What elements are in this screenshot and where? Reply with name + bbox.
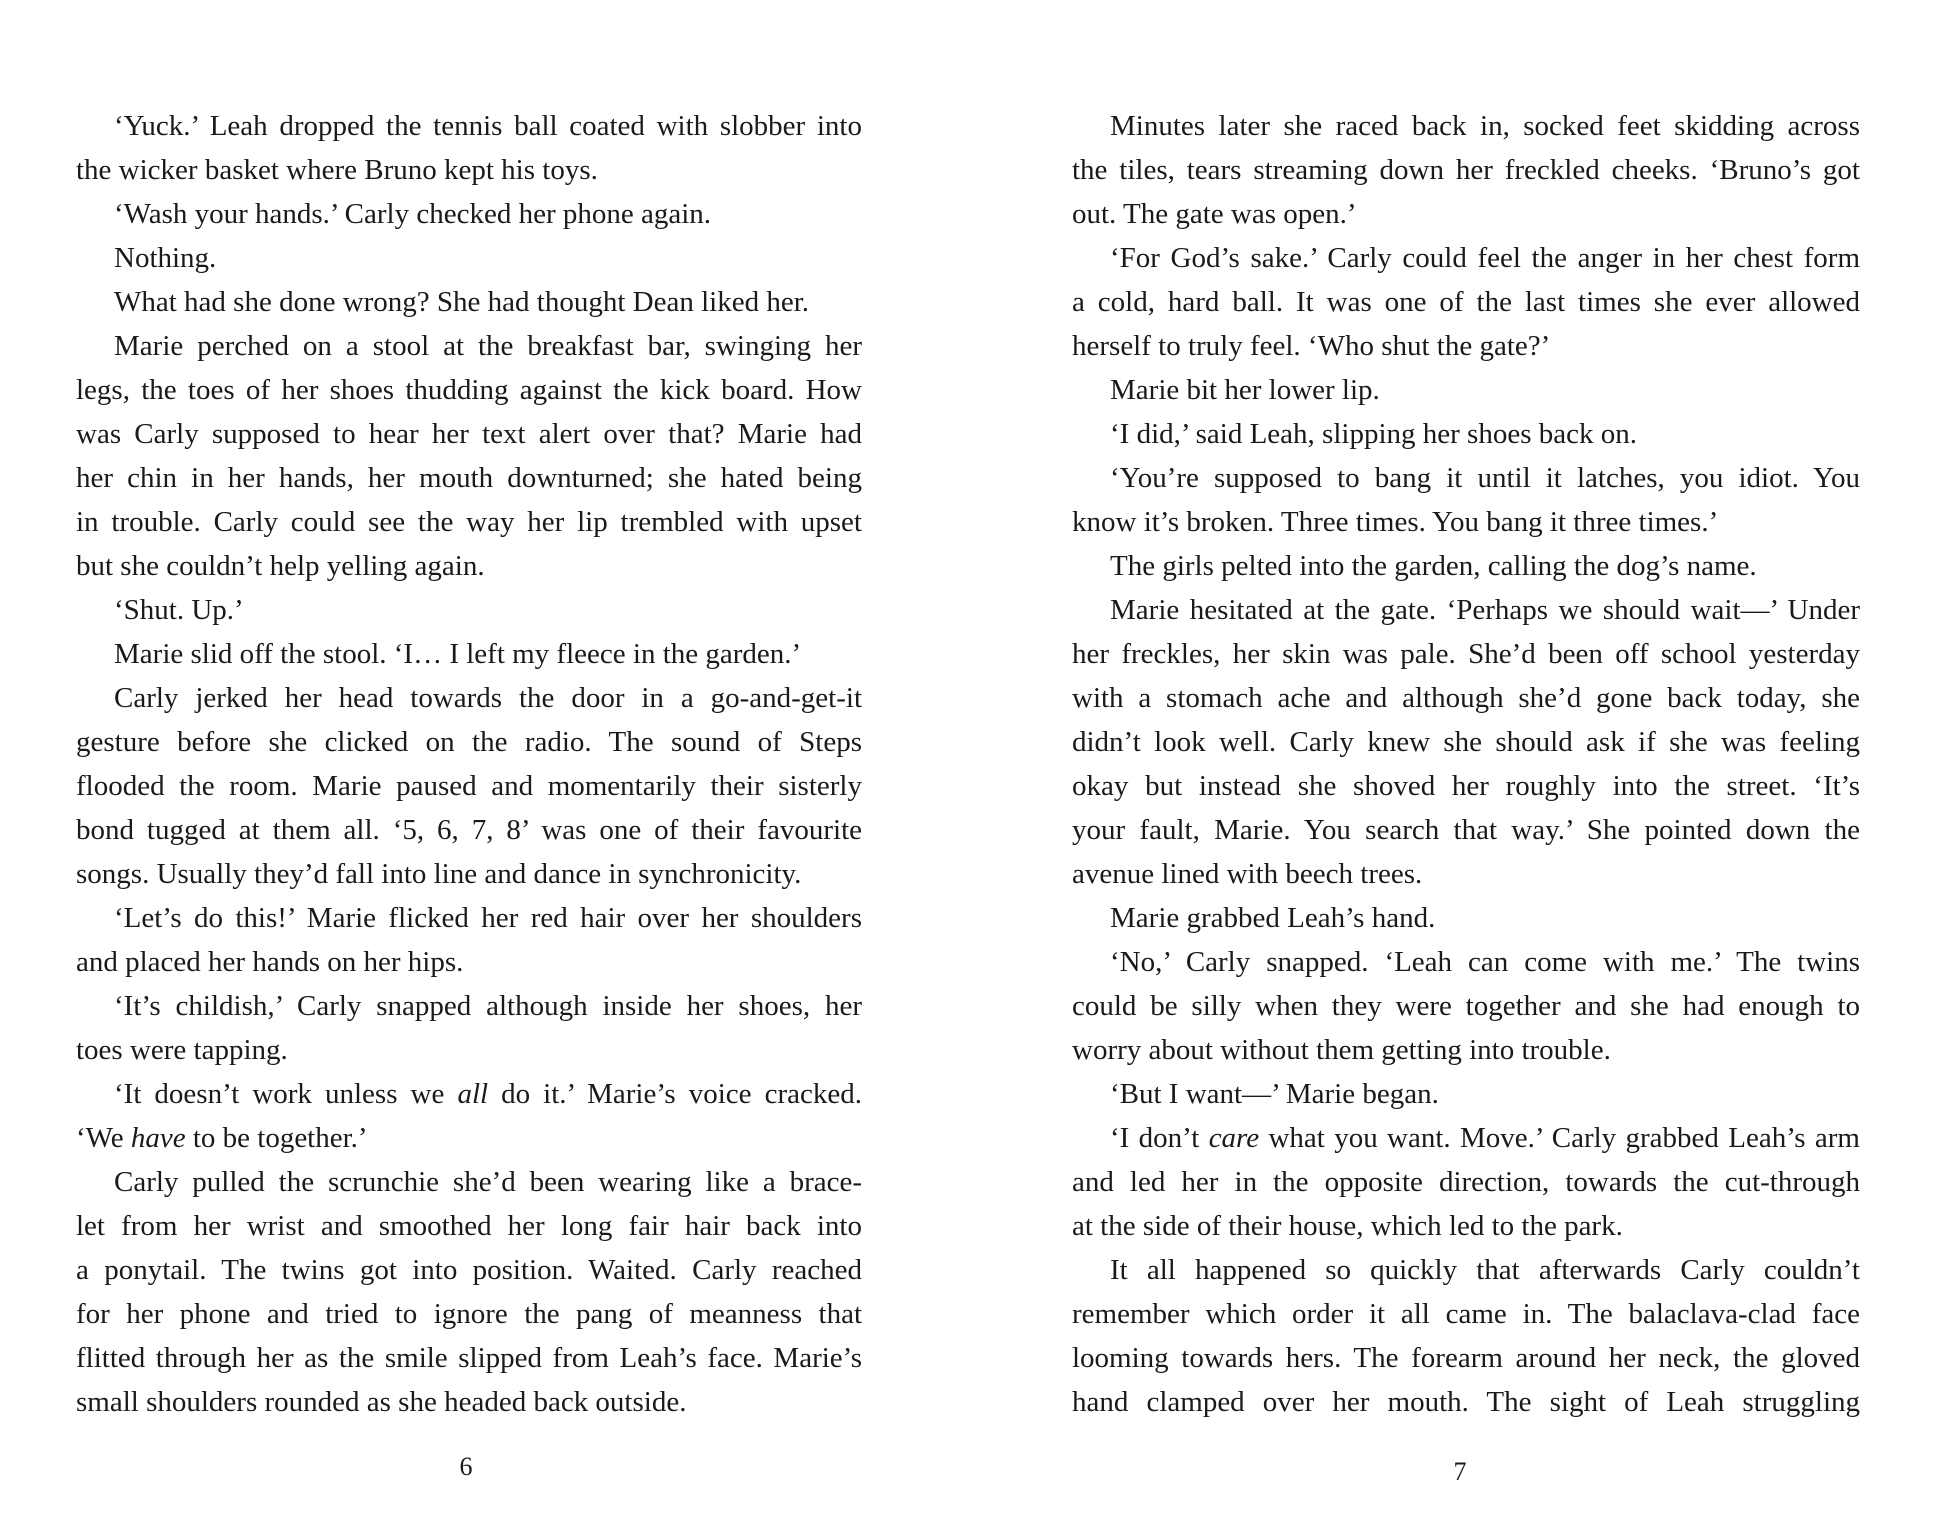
text-line: ‘Wash your hands.’ Carly checked her phone again. — [114, 198, 712, 230]
text-run: ‘It doesn’t work unless we — [114, 1078, 458, 1110]
text-line: a cold, hard ball. It was one of the last times she ever allowed — [1072, 286, 1860, 318]
text-line: looming towards hers. The forearm around her neck, the gloved — [1072, 1342, 1860, 1374]
text-line: Marie slid off the stool. ‘I… I left my fleece in the garden.’ — [114, 638, 802, 670]
text-line: could be silly when they were together and she had enough to — [1072, 990, 1860, 1022]
text-line: Marie bit her lower lip. — [1110, 374, 1380, 406]
text-line: The girls pelted into the garden, calling the dog’s name. — [1110, 550, 1757, 582]
text-line: songs. Usually they’d fall into line and dance in synchronicity. — [76, 858, 802, 890]
emphasized-word: have — [130, 1122, 186, 1154]
text-line: Carly jerked her head towards the door in a go-and-get-it — [114, 682, 862, 714]
text-run: what you want. Move.’ Carly grabbed Leah’s arm — [1259, 1122, 1860, 1154]
text-line: ‘It’s childish,’ Carly snapped although inside her shoes, her — [114, 990, 862, 1022]
text-line: remember which order it all came in. The balaclava-clad face — [1072, 1298, 1860, 1330]
left-page-text — [76, 104, 862, 1424]
text-line: bond tugged at them all. ‘5, 6, 7, 8’ was one of their favourite — [76, 814, 862, 846]
text-line — [76, 1072, 862, 1116]
text-line: Carly pulled the scrunchie she’d been wearing like a brace- — [114, 1166, 862, 1198]
right-page-text — [1072, 104, 1860, 1424]
text-line: was Carly supposed to hear her text alert over that? Marie had — [76, 418, 862, 450]
text-run: to be together.’ — [185, 1122, 368, 1154]
text-line: herself to truly feel. ‘Who shut the gate?’ — [1072, 330, 1551, 362]
text-line: small shoulders rounded as she headed back outside. — [76, 1386, 687, 1418]
text-line: ‘You’re supposed to bang it until it latches, you idiot. You — [1110, 462, 1860, 494]
text-line: her freckles, her skin was pale. She’d been off school yesterday — [1072, 638, 1860, 670]
text-line: didn’t look well. Carly knew she should ask if she was feeling — [1072, 726, 1860, 758]
text-line: out. The gate was open.’ — [1072, 198, 1357, 230]
text-run: ‘We — [76, 1122, 131, 1154]
text-line: Marie perched on a stool at the breakfast bar, swinging her — [114, 330, 862, 362]
text-line: Marie hesitated at the gate. ‘Perhaps we should wait—’ Under — [1110, 594, 1860, 626]
text-line: know it’s broken. Three times. You bang it three times.’ — [1072, 506, 1719, 538]
text-line: flitted through her as the smile slipped from Leah’s face. Marie’s — [76, 1342, 862, 1374]
text-line: ‘But I want—’ Marie began. — [1110, 1078, 1439, 1110]
text-line: the wicker basket where Bruno kept his toys. — [76, 154, 598, 186]
text-line: in trouble. Carly could see the way her lip trembled with upset — [76, 506, 862, 538]
text-run: do it.’ Marie’s voice cracked. — [488, 1078, 863, 1110]
text-line: and placed her hands on her hips. — [76, 946, 464, 978]
text-line — [1072, 1116, 1860, 1160]
text-line: ‘I did,’ said Leah, slipping her shoes back on. — [1110, 418, 1637, 450]
text-line: Nothing. — [114, 242, 217, 274]
text-run: ‘I don’t — [1110, 1122, 1209, 1154]
text-line: let from her wrist and smoothed her long fair hair back into — [76, 1210, 862, 1242]
text-line: ‘For God’s sake.’ Carly could feel the anger in her chest form — [1110, 242, 1860, 274]
text-line: worry about without them getting into trouble. — [1072, 1034, 1611, 1066]
text-line: the tiles, tears streaming down her freckled cheeks. ‘Bruno’s got — [1072, 154, 1860, 186]
text-line: a ponytail. The twins got into position. Waited. Carly reached — [76, 1254, 862, 1286]
right-page-number: 7 — [1453, 1457, 1467, 1486]
text-line: legs, the toes of her shoes thudding against the kick board. How — [76, 374, 862, 406]
emphasized-word: care — [1208, 1122, 1260, 1154]
text-line: ‘No,’ Carly snapped. ‘Leah can come with me.’ The twins — [1110, 946, 1860, 978]
text-line: but she couldn’t help yelling again. — [76, 550, 485, 582]
text-line: at the side of their house, which led to the park. — [1072, 1210, 1623, 1242]
text-line: ‘Yuck.’ Leah dropped the tennis ball coated with slobber into — [114, 110, 862, 142]
text-line: and led her in the opposite direction, towards the cut-through — [1072, 1166, 1860, 1198]
emphasized-word: all — [457, 1078, 489, 1110]
text-line: It all happened so quickly that afterwards Carly couldn’t — [1110, 1254, 1860, 1286]
text-line: gesture before she clicked on the radio. The sound of Steps — [76, 726, 862, 758]
text-line: ‘Let’s do this!’ Marie flicked her red hair over her shoulders — [114, 902, 862, 934]
text-line: What had she done wrong? She had thought Dean liked her. — [114, 286, 810, 318]
text-line: toes were tapping. — [76, 1034, 288, 1066]
text-line: avenue lined with beech trees. — [1072, 858, 1423, 890]
text-line: okay but instead she shoved her roughly into the street. ‘It’s — [1072, 770, 1860, 802]
text-line — [76, 1116, 862, 1160]
text-line: for her phone and tried to ignore the pang of meanness that — [76, 1298, 862, 1330]
text-line: her chin in her hands, her mouth downturned; she hated being — [76, 462, 862, 494]
text-line: Minutes later she raced back in, socked feet skidding across — [1110, 110, 1860, 142]
text-line: with a stomach ache and although she’d gone back today, she — [1072, 682, 1860, 714]
text-line: ‘Shut. Up.’ — [114, 594, 244, 626]
text-line: flooded the room. Marie paused and momentarily their sisterly — [76, 770, 862, 802]
text-line: your fault, Marie. You search that way.’ She pointed down the — [1072, 814, 1860, 846]
text-line: hand clamped over her mouth. The sight of Leah struggling — [1072, 1386, 1860, 1418]
text-line: Marie grabbed Leah’s hand. — [1110, 902, 1436, 934]
left-page-number: 6 — [459, 1452, 473, 1481]
